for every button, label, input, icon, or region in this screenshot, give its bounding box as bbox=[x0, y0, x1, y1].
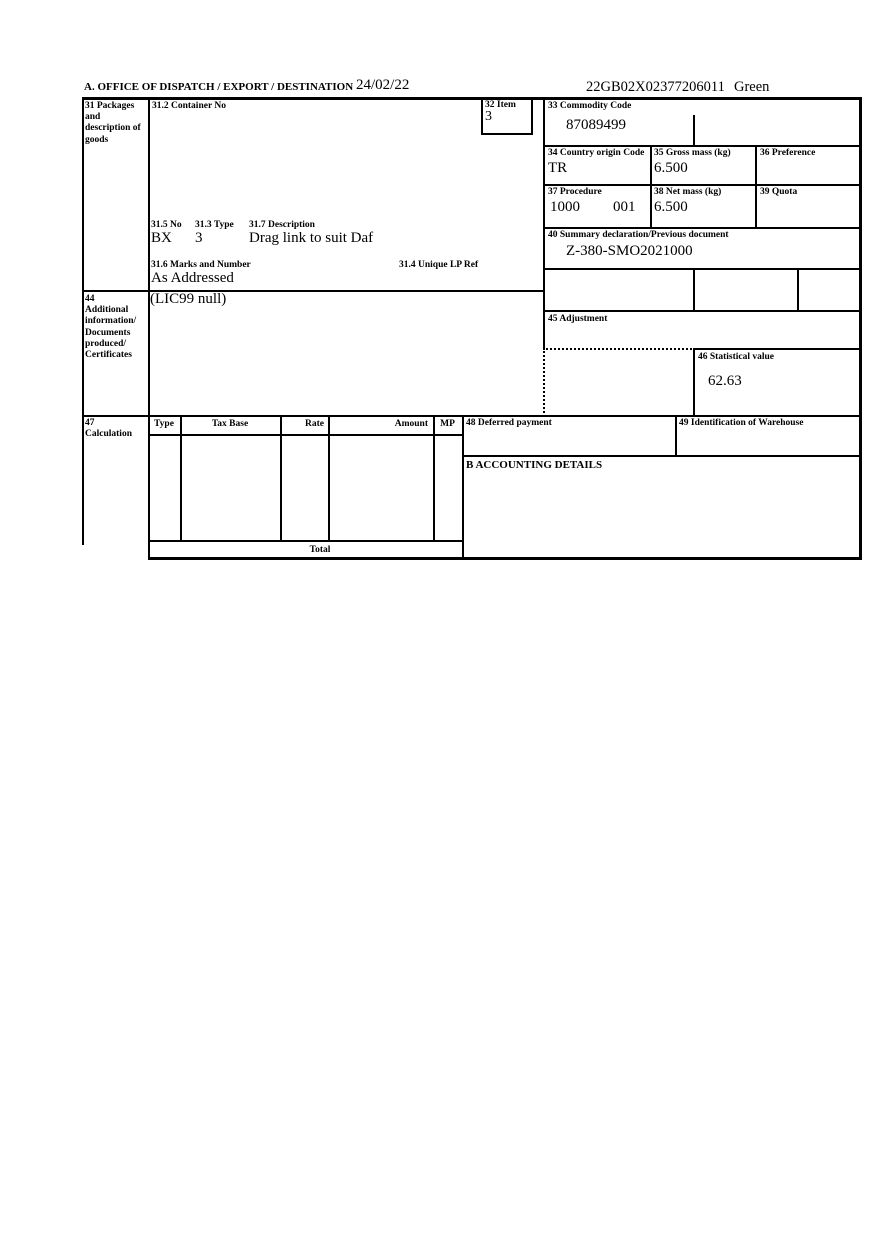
accounting-box-top-border bbox=[462, 455, 862, 457]
box34-label: 34 Country origin Code bbox=[548, 148, 645, 158]
box37-value-2: 001 bbox=[613, 199, 636, 215]
box31-3-label: 31.3 Type bbox=[195, 220, 234, 230]
box45-label: 45 Adjustment bbox=[548, 314, 608, 324]
box31-7-value: Drag link to suit Daf bbox=[249, 230, 374, 246]
box35-label: 35 Gross mass (kg) bbox=[654, 148, 731, 158]
calc-header-mp: MP bbox=[440, 419, 455, 429]
row-divider-40-41 bbox=[543, 268, 862, 270]
col-divider-41-42 bbox=[693, 268, 695, 310]
box31-label: 31 Packages and description of goods bbox=[85, 101, 141, 145]
form-top-border bbox=[82, 97, 862, 100]
box45-dotted-region bbox=[543, 348, 695, 417]
box31-2-label: 31.2 Container No bbox=[152, 101, 226, 111]
form-left-border bbox=[82, 97, 84, 545]
box31-7-label: 31.7 Description bbox=[249, 220, 315, 230]
box34-value: TR bbox=[548, 160, 568, 176]
calc-header-rate: Rate bbox=[305, 419, 324, 429]
box35-value: 6.500 bbox=[654, 160, 688, 176]
box31-6-value: As Addressed bbox=[151, 270, 234, 286]
row-divider-33-34 bbox=[543, 145, 862, 147]
accounting-details-label: B ACCOUNTING DETAILS bbox=[466, 459, 603, 471]
box31-5-value: BX bbox=[151, 230, 172, 246]
row-divider-37-40 bbox=[543, 227, 862, 229]
box40-label: 40 Summary declaration/Previous document bbox=[548, 230, 729, 240]
box32-right-border bbox=[531, 97, 533, 135]
box33-label: 33 Commodity Code bbox=[548, 101, 632, 111]
calc-total-label: Total bbox=[309, 545, 331, 555]
sad-form-grid bbox=[82, 97, 862, 563]
box31-3-value: 3 bbox=[195, 230, 203, 246]
calc-table-right-border bbox=[462, 415, 464, 560]
box40-value: Z-380-SMO2021000 bbox=[566, 243, 693, 259]
box44-label: 44 Additional information/ Documents produced/ Certificates bbox=[85, 294, 137, 361]
col-divider-42-43 bbox=[797, 268, 799, 310]
row-divider-41-45 bbox=[543, 310, 862, 312]
box32-left-border bbox=[481, 97, 483, 135]
box37-value-1: 1000 bbox=[550, 199, 580, 215]
calc-header-bottom-border bbox=[148, 434, 464, 436]
calc-header-tax-base: Tax Base bbox=[211, 419, 249, 429]
form-right-border bbox=[859, 97, 862, 560]
box31-6-label: 31.6 Marks and Number bbox=[151, 260, 251, 270]
box33-value: 87089499 bbox=[566, 117, 626, 133]
calc-header-type: Type bbox=[154, 419, 174, 429]
box31-4-label: 31.4 Unique LP Ref bbox=[399, 260, 479, 270]
box32-label: 32 Item bbox=[485, 100, 516, 110]
box32-value: 3 bbox=[485, 109, 492, 124]
box38-value: 6.500 bbox=[654, 199, 688, 215]
box37-label: 37 Procedure bbox=[548, 187, 602, 197]
col-divider-48-49 bbox=[675, 415, 677, 457]
box49-label: 49 Identification of Warehouse bbox=[679, 418, 804, 428]
box46-value: 62.63 bbox=[708, 373, 742, 389]
box48-label: 48 Deferred payment bbox=[466, 418, 552, 428]
office-of-dispatch-label: A. OFFICE OF DISPATCH / EXPORT / DESTINATION bbox=[84, 81, 354, 93]
box46-label: 46 Statistical value bbox=[698, 352, 774, 362]
col-divider-35-36 bbox=[755, 145, 757, 227]
box47-label: 47 Calculation bbox=[85, 418, 132, 440]
calc-header-amount: Amount bbox=[394, 419, 428, 429]
routing-status: Green bbox=[734, 79, 770, 95]
box31-5-label: 31.5 No bbox=[151, 220, 182, 230]
declaration-reference: 22GB02X02377206011 bbox=[586, 79, 725, 95]
box32-bottom-border bbox=[481, 133, 533, 135]
declaration-date: 24/02/22 bbox=[356, 77, 410, 93]
box38-label: 38 Net mass (kg) bbox=[654, 187, 722, 197]
box44-value: (LIC99 null) bbox=[150, 291, 227, 307]
commodity-code-divider bbox=[693, 115, 695, 145]
row-divider-34-37 bbox=[543, 184, 862, 186]
box36-label: 36 Preference bbox=[760, 148, 816, 158]
left-column-divider bbox=[148, 97, 150, 560]
right-stack-left-border bbox=[543, 97, 545, 350]
box39-label: 39 Quota bbox=[760, 187, 798, 197]
col-divider-34-35 bbox=[650, 145, 652, 227]
